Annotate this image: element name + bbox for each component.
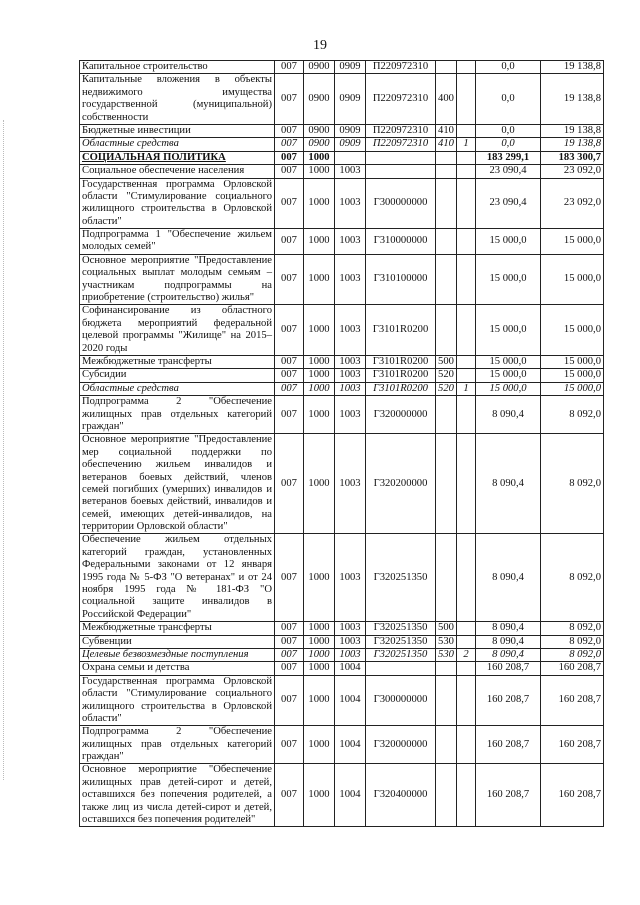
row-section-code: 1000 [304,165,335,178]
row-target-code: Г320251350 [366,534,436,622]
row-amount-1: 8 090,4 [476,396,541,434]
row-target-code: Г320251350 [366,648,436,661]
row-subsection-code: 1003 [335,229,366,255]
row-ministry-code: 007 [275,534,304,622]
row-ministry-code: 007 [275,764,304,827]
row-section-code: 1000 [304,305,335,356]
row-name: Субвенции [80,635,275,648]
row-name: Капитальные вложения в объекты недвижимого имущества государственной (муниципальной) собственности [80,74,275,125]
row-amount-1: 183 299,1 [476,151,541,164]
row-target-code [366,165,436,178]
row-amount-2: 15 000,0 [541,369,604,382]
row-expense-kind [436,396,457,434]
row-name: Бюджетные инвестиции [80,124,275,137]
table-row [80,434,604,534]
row-subsection-code: 1003 [335,369,366,382]
row-amount-2: 183 300,7 [541,151,604,164]
row-amount-2: 15 000,0 [541,382,604,395]
row-amount-1: 0,0 [476,61,541,74]
row-expense-kind: 520 [436,382,457,395]
row-amount-2: 19 138,8 [541,138,604,151]
row-expense-kind [436,254,457,305]
row-name: Подпрограмма 2 "Обеспечение жилищных прав отдельных категорий граждан" [80,726,275,764]
row-target-code: П220972310 [366,138,436,151]
row-amount-2: 8 092,0 [541,534,604,622]
row-expense-kind [436,675,457,726]
row-amount-2: 8 092,0 [541,396,604,434]
row-section-code: 1000 [304,635,335,648]
row-ministry-code: 007 [275,662,304,675]
table-row [80,151,604,164]
table-row [80,648,604,661]
row-amount-1: 8 090,4 [476,648,541,661]
table-row [80,764,604,827]
row-ministry-code: 007 [275,74,304,125]
row-section-code: 1000 [304,434,335,534]
row-ministry-code: 007 [275,434,304,534]
row-target-code: Г300000000 [366,178,436,229]
row-amount-2: 8 092,0 [541,434,604,534]
row-ministry-code: 007 [275,305,304,356]
row-name: Софинансирование из областного бюджета мероприятий федеральной целевой программы "Жилище" на 2015–2020 годы [80,305,275,356]
row-target-code: П220972310 [366,61,436,74]
row-expense-kind: 410 [436,124,457,137]
row-funding-source [457,622,476,635]
row-subsection-code: 1004 [335,662,366,675]
row-target-code: Г320000000 [366,396,436,434]
row-amount-1: 15 000,0 [476,305,541,356]
table-row [80,305,604,356]
row-name: Подпрограмма 1 "Обеспечение жильем молодых семей" [80,229,275,255]
row-section-code: 0900 [304,74,335,125]
row-ministry-code: 007 [275,396,304,434]
row-funding-source [457,396,476,434]
row-section-code: 1000 [304,151,335,164]
row-amount-1: 160 208,7 [476,662,541,675]
table-row [80,229,604,255]
row-subsection-code: 1004 [335,675,366,726]
row-amount-2: 19 138,8 [541,61,604,74]
table-row [80,178,604,229]
row-section-code: 1000 [304,178,335,229]
row-name: Целевые безвозмездные поступления [80,648,275,661]
row-subsection-code: 0909 [335,61,366,74]
row-target-code: Г320400000 [366,764,436,827]
row-amount-1: 160 208,7 [476,675,541,726]
row-ministry-code: 007 [275,648,304,661]
row-amount-2: 15 000,0 [541,355,604,368]
row-ministry-code: 007 [275,382,304,395]
row-ministry-code: 007 [275,165,304,178]
row-ministry-code: 007 [275,178,304,229]
row-target-code: Г320200000 [366,434,436,534]
row-section-code: 1000 [304,662,335,675]
row-expense-kind [436,61,457,74]
row-subsection-code: 1003 [335,382,366,395]
row-subsection-code: 1003 [335,355,366,368]
row-amount-1: 15 000,0 [476,355,541,368]
row-target-code: Г3101R0200 [366,369,436,382]
row-section-code: 1000 [304,254,335,305]
row-name: Подпрограмма 2 "Обеспечение жилищных прав отдельных категорий граждан" [80,396,275,434]
row-subsection-code: 1003 [335,434,366,534]
row-target-code: Г320000000 [366,726,436,764]
row-amount-2: 8 092,0 [541,635,604,648]
row-funding-source [457,369,476,382]
table-row [80,622,604,635]
row-amount-2: 23 092,0 [541,178,604,229]
row-amount-1: 23 090,4 [476,165,541,178]
row-ministry-code: 007 [275,369,304,382]
row-amount-2: 15 000,0 [541,305,604,356]
row-amount-1: 15 000,0 [476,254,541,305]
table-row [80,662,604,675]
row-section-code: 1000 [304,534,335,622]
row-target-code [366,662,436,675]
row-expense-kind: 520 [436,369,457,382]
row-name: Государственная программа Орловской области "Стимулирование социального жилищного строительства в Орловской области" [80,178,275,229]
row-amount-1: 160 208,7 [476,726,541,764]
table-row [80,534,604,622]
row-section-code: 1000 [304,369,335,382]
row-ministry-code: 007 [275,229,304,255]
row-expense-kind [436,434,457,534]
row-amount-1: 8 090,4 [476,534,541,622]
page-number: 19 [313,38,327,53]
row-section-code: 1000 [304,355,335,368]
row-section-code: 1000 [304,396,335,434]
table-row [80,675,604,726]
row-expense-kind [436,151,457,164]
row-funding-source [457,434,476,534]
budget-table-body [80,61,604,827]
row-name: Социальное обеспечение населения [80,165,275,178]
row-expense-kind [436,178,457,229]
row-expense-kind [436,534,457,622]
row-funding-source [457,151,476,164]
row-target-code: Г310100000 [366,254,436,305]
row-funding-source [457,726,476,764]
row-name: Основное мероприятие "Обеспечение жилищных прав детей-сирот и детей, оставшихся без попечения родителей, а также лиц из числа детей-сирот и детей, оставшихся без попечения родителей" [80,764,275,827]
row-amount-1: 160 208,7 [476,764,541,827]
row-section-code: 1000 [304,229,335,255]
row-funding-source [457,355,476,368]
row-amount-1: 0,0 [476,138,541,151]
row-funding-source [457,534,476,622]
row-amount-2: 160 208,7 [541,675,604,726]
row-target-code: Г3101R0200 [366,355,436,368]
row-amount-1: 0,0 [476,74,541,125]
row-funding-source [457,662,476,675]
row-expense-kind [436,764,457,827]
row-section-code: 1000 [304,764,335,827]
row-funding-source [457,635,476,648]
row-target-code: Г320251350 [366,622,436,635]
row-subsection-code: 1004 [335,726,366,764]
row-subsection-code: 1003 [335,178,366,229]
table-row [80,726,604,764]
table-row [80,61,604,74]
row-subsection-code: 0909 [335,74,366,125]
row-amount-1: 15 000,0 [476,369,541,382]
row-ministry-code: 007 [275,355,304,368]
row-ministry-code: 007 [275,124,304,137]
row-target-code: П220972310 [366,124,436,137]
table-row [80,396,604,434]
row-amount-2: 160 208,7 [541,662,604,675]
row-expense-kind [436,165,457,178]
row-name: Государственная программа Орловской области "Стимулирование социального жилищного строительства в Орловской области" [80,675,275,726]
row-target-code: П220972310 [366,74,436,125]
row-name: Капитальное строительство [80,61,275,74]
row-amount-2: 160 208,7 [541,764,604,827]
row-amount-2: 160 208,7 [541,726,604,764]
table-row [80,165,604,178]
row-funding-source [457,254,476,305]
row-subsection-code: 0909 [335,138,366,151]
row-expense-kind: 410 [436,138,457,151]
row-expense-kind [436,726,457,764]
row-expense-kind: 530 [436,635,457,648]
row-amount-2: 15 000,0 [541,229,604,255]
row-expense-kind [436,229,457,255]
scan-edge-marks [3,120,5,780]
row-ministry-code: 007 [275,151,304,164]
row-expense-kind [436,305,457,356]
row-amount-2: 15 000,0 [541,254,604,305]
row-amount-2: 8 092,0 [541,622,604,635]
row-expense-kind: 400 [436,74,457,125]
row-target-code [366,151,436,164]
row-expense-kind [436,662,457,675]
row-expense-kind: 500 [436,622,457,635]
row-ministry-code: 007 [275,61,304,74]
row-amount-1: 23 090,4 [476,178,541,229]
row-subsection-code [335,151,366,164]
row-amount-1: 15 000,0 [476,382,541,395]
row-section-code: 1000 [304,726,335,764]
row-target-code: Г3101R0200 [366,382,436,395]
row-name: СОЦИАЛЬНАЯ ПОЛИТИКА [80,151,275,164]
row-target-code: Г300000000 [366,675,436,726]
row-section-code: 1000 [304,648,335,661]
row-subsection-code: 1003 [335,254,366,305]
row-amount-1: 8 090,4 [476,434,541,534]
row-name: Областные средства [80,382,275,395]
row-section-code: 1000 [304,382,335,395]
row-amount-2: 8 092,0 [541,648,604,661]
row-name: Основное мероприятие "Предоставление социальных выплат молодым семьям – участникам подпрограммы на приобретение (строительство) жилья" [80,254,275,305]
row-target-code: Г3101R0200 [366,305,436,356]
row-section-code: 1000 [304,675,335,726]
row-ministry-code: 007 [275,675,304,726]
row-section-code: 1000 [304,622,335,635]
row-section-code: 0900 [304,124,335,137]
table-row [80,254,604,305]
row-name: Межбюджетные трансферты [80,355,275,368]
row-name: Обеспечение жильем отдельных категорий граждан, установленных Федеральными законами от 12 января 1995 года № 5-ФЗ "О ветеранах" и от 24 ноября 1995 года № 181-ФЗ "О социальной защите инвалидов в Российской Федерации" [80,534,275,622]
row-funding-source [457,124,476,137]
row-subsection-code: 1003 [335,635,366,648]
table-row [80,74,604,125]
row-expense-kind: 500 [436,355,457,368]
row-funding-source [457,764,476,827]
row-ministry-code: 007 [275,726,304,764]
row-amount-2: 19 138,8 [541,124,604,137]
table-row [80,635,604,648]
row-amount-1: 0,0 [476,124,541,137]
row-funding-source [457,305,476,356]
row-subsection-code: 1003 [335,396,366,434]
row-funding-source: 2 [457,648,476,661]
row-subsection-code: 1003 [335,165,366,178]
table-row [80,369,604,382]
row-section-code: 0900 [304,138,335,151]
row-section-code: 0900 [304,61,335,74]
row-amount-1: 8 090,4 [476,635,541,648]
table-row [80,355,604,368]
row-ministry-code: 007 [275,138,304,151]
table-row [80,382,604,395]
row-name: Межбюджетные трансферты [80,622,275,635]
row-name: Основное мероприятие "Предоставление мер социальной поддержки по обеспечению жильем инвалидов и ветеранов боевых действий, членов семей погибших (умерших) инвалидов и ветеранов боевых действий, инвалидов и семей, имеющих детей-инвалидов, на территории Орловской области" [80,434,275,534]
row-amount-2: 19 138,8 [541,74,604,125]
row-subsection-code: 1003 [335,305,366,356]
row-funding-source: 1 [457,138,476,151]
row-target-code: Г320251350 [366,635,436,648]
row-amount-2: 23 092,0 [541,165,604,178]
row-funding-source [457,165,476,178]
row-ministry-code: 007 [275,635,304,648]
row-funding-source [457,675,476,726]
row-amount-1: 15 000,0 [476,229,541,255]
row-expense-kind: 530 [436,648,457,661]
table-row [80,124,604,137]
table-row [80,138,604,151]
row-subsection-code: 1003 [335,622,366,635]
row-funding-source [457,74,476,125]
row-subsection-code: 1003 [335,648,366,661]
row-name: Охрана семьи и детства [80,662,275,675]
row-subsection-code: 1004 [335,764,366,827]
row-funding-source [457,178,476,229]
row-funding-source [457,61,476,74]
row-ministry-code: 007 [275,622,304,635]
row-amount-1: 8 090,4 [476,622,541,635]
row-target-code: Г310000000 [366,229,436,255]
row-subsection-code: 0909 [335,124,366,137]
budget-table [79,60,604,827]
row-funding-source [457,229,476,255]
row-funding-source: 1 [457,382,476,395]
row-ministry-code: 007 [275,254,304,305]
row-subsection-code: 1003 [335,534,366,622]
row-name: Субсидии [80,369,275,382]
row-name: Областные средства [80,138,275,151]
